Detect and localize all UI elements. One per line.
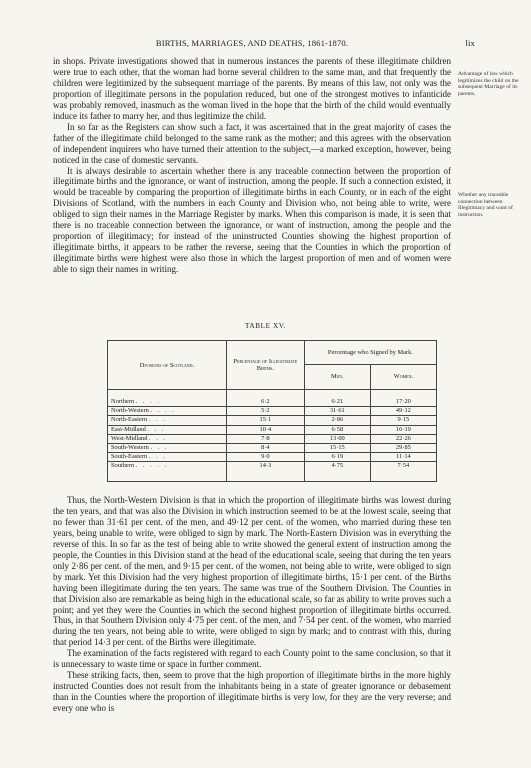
leader-dots: . . . bbox=[148, 416, 167, 424]
margin-note-instruction: Whether any traceable connection between Illegitimacy and want of instruction. bbox=[458, 192, 513, 218]
text-block-bottom bbox=[53, 495, 451, 714]
table-row bbox=[108, 416, 437, 425]
illegitimate-value: 7·8 bbox=[226, 434, 304, 443]
paragraph-north-western: Thus, the North-Western Division is that in which the proportion of illegitimate births was lowest during the ten years, and that was also the Division in which instruction seemed to be at the lowest scale, seeing that no fewer than 31·61 per cent. of the men, and 49·12 per cent. of the women, who married during these ten years, being unable to write, were obliged to sign by mark. The North-Eastern Division was in everything the reverse of this. In so far as the test of being able to write showed the general extent of instruction among the people, the Counties in this Division stand at the head of the educational scale, seeing that during the ten years only 2·86 per cent. of the men, and 9·15 per cent. of the women, not being able to write, were obliged to sign by mark. Yet this Division had the very highest proportion of illegitimate births, 15·1 per cent. of the Births having been illegitimate during the ten years. The same was true of the Southern Division. The Counties in that Division also are remarkable as being high in the educational scale, so far as ability to write proves such a point; and yet they were the Counties in which the second highest proportion of illegitimate births occurred. Thus, in that Southern Division only 4·75 per cent. of the men, and 7·54 per cent. of the women, who married during the ten years, not being able to write, were obliged to sign by mark; and to contrast with this, during that period 14·3 per cent. of the Births were illegitimate. bbox=[53, 495, 451, 648]
text-block-top bbox=[53, 56, 451, 275]
table-row bbox=[108, 444, 437, 453]
women-value: 29·85 bbox=[370, 444, 436, 453]
division-name: South-Eastern bbox=[111, 453, 148, 461]
division-name: South-Western bbox=[111, 444, 149, 452]
illegitimate-value: 14·3 bbox=[226, 462, 304, 481]
illegitimate-value: 8·4 bbox=[226, 444, 304, 453]
table-row bbox=[108, 425, 437, 434]
leader-dots: . . . bbox=[147, 425, 166, 433]
table-row bbox=[108, 434, 437, 443]
women-value: 7·54 bbox=[370, 462, 436, 481]
men-value: 6·19 bbox=[304, 453, 370, 462]
women-value: 17·20 bbox=[370, 390, 436, 407]
men-value: 4·75 bbox=[304, 462, 370, 481]
men-value: 15·15 bbox=[304, 444, 370, 453]
table-caption: TABLE XV. bbox=[244, 322, 287, 330]
signed-by-mark-header: Percentage who Signed by Mark. bbox=[304, 341, 436, 365]
division-name: North-Eastern bbox=[111, 416, 148, 424]
division-name: West-Midland bbox=[111, 434, 148, 442]
running-header bbox=[53, 38, 475, 48]
illegitimate-value: 10·4 bbox=[226, 425, 304, 434]
paragraph-connection: It is always desirable to ascertain whether there is any traceable connection between the proportion of illegitimate births and the ignorance, or want of instruction, among the people. If such a connection existed, it would be traceable by comparing the proportion of illegitimate births in each County, or in each of the eight Divisions of Scotland, with the numbers in each County and Division who, not being able to write, were obliged to sign their names in the Marriage Register by marks. When this comparison is made, it is seen that there is no traceable connection between the ignorance, or want of instruction, among the people and the proportion of illegitimacy; for instead of the uninstructed Counties showing the highest proportion of illegitimate births, it appears to be rather the reverse, seeing that the Counties in which the proportion of illegitimate births were highest were also those in which the largest proportion of men and of women were able to sign their names in writing. bbox=[53, 165, 451, 275]
illegitimate-value: 6·2 bbox=[226, 390, 304, 407]
leader-dots: . . . . . bbox=[135, 462, 169, 470]
illegitimate-value: 5·2 bbox=[226, 407, 304, 416]
percentage-header: Percentage of Illegitimate Births. bbox=[226, 341, 304, 390]
leader-dots: . . . bbox=[149, 434, 168, 442]
divisions-header: Divisions of Scotland. bbox=[108, 341, 227, 390]
division-name: Northern bbox=[111, 398, 135, 405]
division-name: East-Midland bbox=[111, 425, 146, 433]
men-value: 6·58 bbox=[304, 425, 370, 434]
illegitimate-value: 15·1 bbox=[226, 416, 304, 425]
men-header: Men. bbox=[304, 364, 370, 389]
page-number: lix bbox=[465, 38, 475, 48]
men-value: 31·61 bbox=[304, 407, 370, 416]
table-row bbox=[108, 453, 437, 462]
women-value: 11·14 bbox=[370, 453, 436, 462]
men-value: 2·86 bbox=[304, 416, 370, 425]
paragraph-striking-facts: These striking facts, then, seem to prove that the high proportion of illegitimate births in the more highly instructed Counties does not result from the inhabitants being in a state of greater ignorance or debasement than in the Counties where the proportion of illegitimate births is very low, for they are the very reverse; and every one who is bbox=[53, 670, 451, 714]
women-value: 9·15 bbox=[370, 416, 436, 425]
paragraph-registers: In so far as the Registers can show such a fact, it was ascertained that in the great majority of cases the father of the illegitimate child belonged to the same rank as the mother; and this agrees with the observation of independent inquirers who have turned their attention to the subject,—a marked exception, however, being noticed in the case of domestic servants. bbox=[53, 121, 451, 165]
paragraph-examination: The examination of the facts registered with regard to each County point to the same conclusion, so that it is unnecessary to waste time or space in further comment. bbox=[53, 648, 451, 670]
women-value: 49·12 bbox=[370, 407, 436, 416]
women-header: Women. bbox=[370, 364, 436, 389]
men-value: 13·00 bbox=[304, 434, 370, 443]
illegitimacy-table bbox=[107, 340, 437, 482]
leader-dots: . . . . bbox=[135, 398, 161, 405]
leader-dots: . . . bbox=[148, 453, 167, 461]
margin-note-legitimation: Advantage of law which legitimizes the child on the subsequent Marriage of its parents. bbox=[458, 71, 519, 97]
table-row bbox=[108, 407, 437, 416]
leader-dots: . . . . bbox=[150, 407, 176, 415]
women-value: 22·26 bbox=[370, 434, 436, 443]
division-name: North-Western bbox=[111, 407, 149, 415]
women-value: 16·19 bbox=[370, 425, 436, 434]
running-title: BIRTHS, MARRIAGES, AND DEATHS, 1861-1870. bbox=[155, 38, 349, 48]
illegitimate-value: 9·0 bbox=[226, 453, 304, 462]
table-row bbox=[108, 390, 437, 407]
paragraph-shops: in shops. Private investigations showed that in numerous instances the parents of these illegitimate children were true to each other, that the woman had borne several children to the same man, and that frequently the children were legitimized by the subsequent marriage of the parents. By means of this law, not only was the proportion of illegitimate persons in the population reduced, but one of the strongest motives to infanticide was probably removed, inasmuch as the woman lived in the hope that the birth of the child would eventually induce its father to marry her, and thus legitimize the child. bbox=[53, 56, 451, 121]
leader-dots: . . . bbox=[150, 444, 169, 452]
division-name: Southern bbox=[111, 462, 135, 470]
table-row bbox=[108, 462, 437, 481]
men-value: 6·21 bbox=[304, 390, 370, 407]
